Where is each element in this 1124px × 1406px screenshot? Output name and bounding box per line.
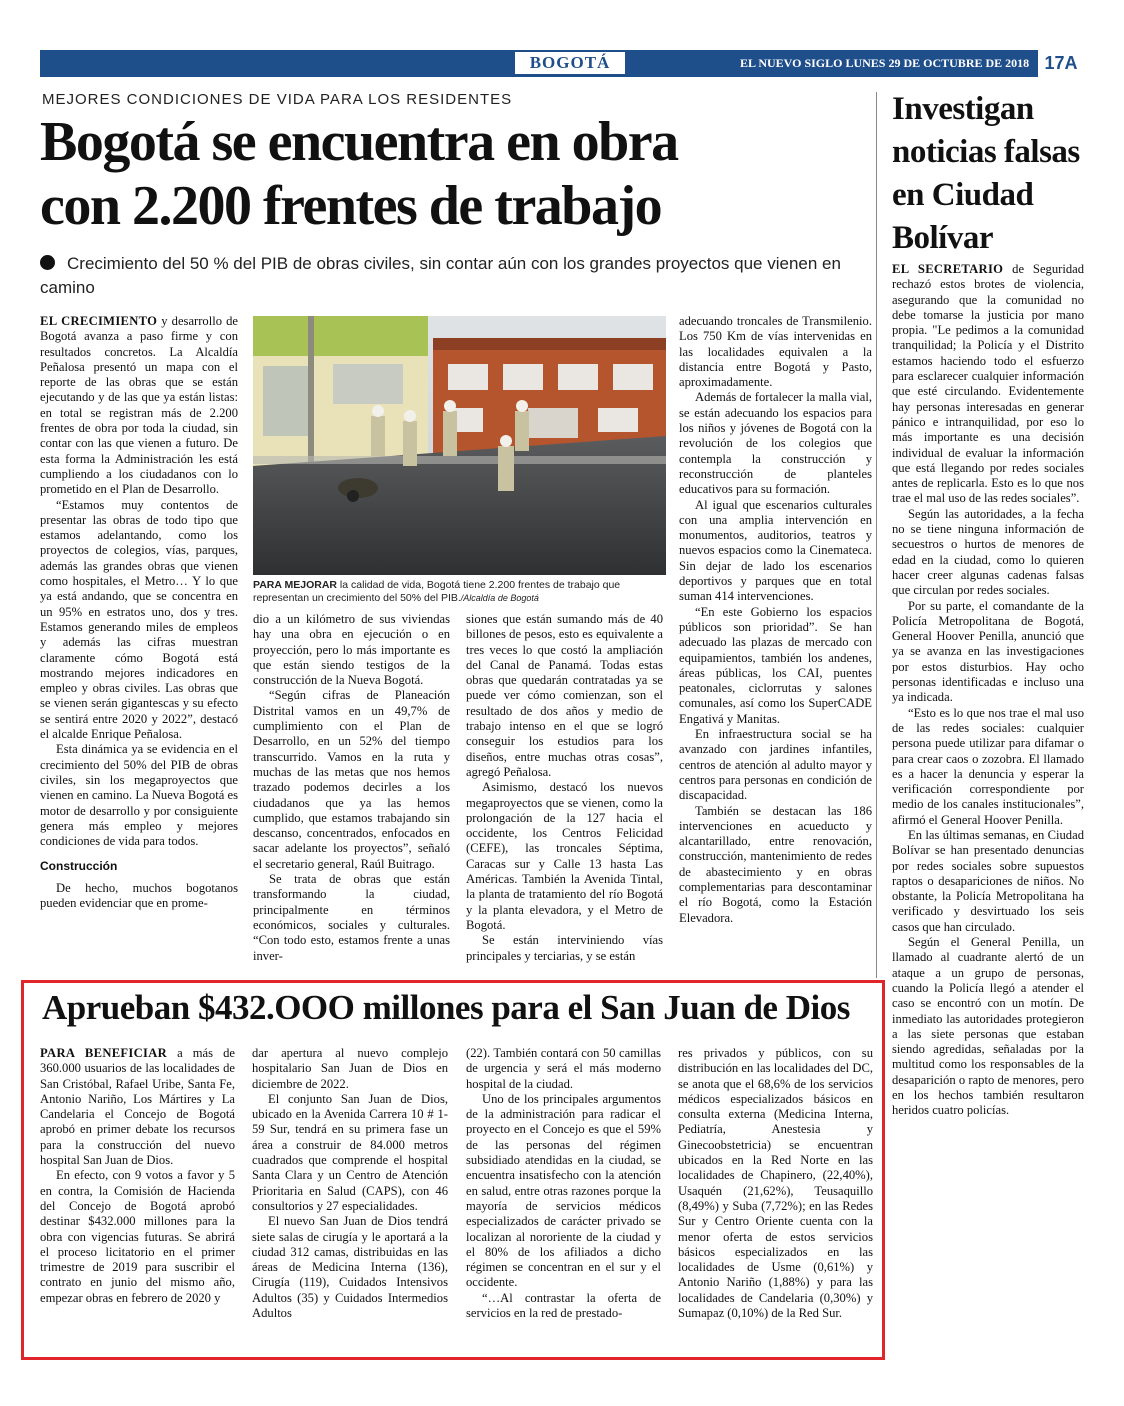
- photo-caption: PARA MEJORAR la calidad de vida, Bogotá tiene 2.200 frentes de trabajo que representan un crecimiento del 50% del PIB./Alcaldía de Bogotá: [253, 579, 621, 604]
- article-column-1: [40, 314, 238, 978]
- paragraph: Asimismo, destacó los nuevos megaproyectos que se vienen, como la prolongación de la 127 hacia el occidente, los Centros Felicidad (CEFE), las troncales Séptima, Caracas sur y Calle 13 hasta Las Américas. También la Avenida Tintal, la planta de tratamiento del río Bogotá y la planta elevadora, y el Metro de Bogotá.: [466, 780, 663, 932]
- bullet-icon: [40, 255, 55, 270]
- paragraph: Por su parte, el comandante de la Policía Metropolitana de Bogotá, General Hoover Penilla, anunció que ya se avanza en las investigaciones por estos disturbios. Hay ocho personas identificadas e incluso una ya indicada.: [892, 598, 1084, 705]
- paragraph: También se destacan las 186 intervenciones en acueducto y alcantarillado, entre renovación, construcción, mantenimiento de redes de abastecimiento y en obras complementarias para descontaminar el río Bogotá, como la Estación Elevadora.: [679, 803, 872, 925]
- caption-lead: PARA MEJORAR: [253, 579, 338, 591]
- boxed-article-headline: Aprueban $432.OOO millones para el San Juan de Dios: [42, 988, 850, 1027]
- boxed-column-2: [252, 1046, 448, 1352]
- paragraph: El nuevo San Juan de Dios tendrá siete salas de cirugía y le aportará a la ciudad 312 camas, distribuidas en las áreas de Medicina Interna (136), Cirugía (119), Cuidados Intensivos Adultos (35) y Cuidados Intermedios Adultos: [252, 1214, 448, 1321]
- issue-date-line: EL NUEVO SIGLO LUNES 29 DE OCTUBRE DE 2018: [740, 56, 1030, 70]
- article-headline: [40, 110, 860, 238]
- paragraph: El conjunto San Juan de Dios, ubicado en la Avenida Carrera 10 # 1-59 Sur, tendrá en su primera fase un área a construir de 84.000 metros cuadrados que comprende el hospital Santa Clara y un Centro de Atención Prioritaria en Salud (CAPS), con 46 consultorios y 27 especialidades.: [252, 1091, 448, 1213]
- paragraph: Según el General Penilla, un llamado al cuadrante alertó de un ataque a un grupo de personas, cuando la Policía llegó a atender el caso se encontró con un motín. De inmediato las autoridades protegieron a las siete personas que estaban siendo agredidas, señaladas por la multitud como los responsables de la desaparición o rapto de menores, pero en los hechos también resultaron heridos cuatro policías.: [892, 935, 1084, 1118]
- headline-line-2: con 2.200 frentes de trabajo: [40, 175, 662, 237]
- paragraph: En las últimas semanas, en Ciudad Bolívar se han presentado denuncias por redes sociales sobre supuestos raptos o desapariciones de niños. No obstante, la Policía Metropolitana ha verificado y desvirtuado los seis casos que han circulado.: [892, 827, 1084, 934]
- boxed-column-3: [466, 1046, 661, 1352]
- paragraph: Según las autoridades, a la fecha no se tiene ninguna información de secuestros o hurtos de menores de edad en la ciudad, como lo quieren hacer creer algunas cadenas falsas que circulan por redes sociales.: [892, 506, 1084, 598]
- lead-in: EL SECRETARIO: [892, 262, 1004, 276]
- paragraph: Al igual que escenarios culturales con una amplia intervención en monumentos, auditorios, teatros y nuevos espacios como la Cinemateca. Sin dejar de lado los escenarios deportivos y parques que en total suman 414 intervenciones.: [679, 497, 872, 604]
- paragraph: Se están interviniendo vías principales y terciarias, y se están: [466, 933, 663, 963]
- article-subheadline: [40, 252, 870, 300]
- paragraph: dio a un kilómetro de sus viviendas hay una obra en ejecución o en proyección, pero lo más importante es que están siendo testigos de la construcción de la Nueva Bogotá.: [253, 612, 450, 688]
- paragraph: Uno de los principales argumentos de la administración para radicar el proyecto en el Concejo es que el 59% de las personas del régimen subsidiado atendidas en la ciudad, se encuentra insatisfecho con la atención en salud, entre otras razones porque la mayoría de servicios médicos especializados de carácter privado se localizan al nororiente de la ciudad y el 80% de los afiliados a dicho régimen se concentran en el sur y el occidente.: [466, 1091, 661, 1290]
- paragraph: (22). También contará con 50 camillas de urgencia y será el más moderno hospital de la ciudad.: [466, 1046, 661, 1091]
- section-subheading: Construcción: [40, 859, 118, 874]
- paragraph: dar apertura al nuevo complejo hospitalario San Juan de Dios en diciembre de 2022.: [252, 1046, 448, 1091]
- paragraph: “Esto es lo que nos trae el mal uso de las redes sociales: cualquier persona puede utilizar para difamar o para crear caos o zozobra. El llamado es a hacer la denuncia y esperar la verificación correspondiente por medio de los canales institucionales”, afirmó el General Hoover Penilla.: [892, 705, 1084, 827]
- paragraph: “Estamos muy contentos de presentar las obras de todo tipo que estamos adelantando, como los proyectos de colegios, vías, parques, además las grandes obras que vienen como hospitales, el Metro… Y lo que ya está andando, que se concentra en un 95% en estratos uno, dos y tres. Estamos generando miles de empleos y además las cifras muestran claramente cómo Bogotá está mostrando mejores indicadores en empleo y obras civiles. Las obras que se vienen serán gigantescas y su efecto se sentirá entre 2020 y 2022”, destacó el alcalde Enrique Peñalosa.: [40, 497, 238, 742]
- paragraph: siones que están sumando más de 40 billones de pesos, esto es equivalente a tres veces lo que costó la ampliación del Canal de Panamá. Todas estas obras que quedarán contratadas ya se puede ver cómo comienzan, son el resultado de dos años y medio de trabajo intenso en el que se logró conseguir los estudios para los diseños, entre muchas otras cosas”, agregó Peñalosa.: [466, 612, 663, 779]
- headline-line-1: Bogotá se encuentra en obra: [40, 111, 678, 173]
- paragraph: EL SECRETARIO de Seguridad rechazó estos brotes de violencia, asegurando que la comunidad no debe tomarse la justicia por mano propia. "Le pedimos a la comunidad tranquilidad; la Policía y el Distrito estamos haciendo todo el esfuerzo para esclarecer cualquier información que esté circulando. Evidentemente hay personas interesadas en generar pánico e intranquilidad, por eso lo más importante es una decisión individual de evaluar la información que está llegando por redes sociales antes de replicarla. Esto es lo que nos trae el mal uso de las redes sociales”.: [892, 262, 1084, 506]
- boxed-column-1: [40, 1046, 235, 1352]
- sidebar-article-body: [892, 262, 1084, 1362]
- paragraph: De hecho, muchos bogotanos pueden evidenciar que en prome-: [40, 880, 238, 910]
- page-number: 17A: [1038, 50, 1084, 77]
- subheadline-text: Crecimiento del 50 % del PIB de obras civiles, sin contar aún con los grandes proyectos que vienen en camino: [40, 254, 841, 297]
- lead-in: PARA BENEFICIAR: [40, 1046, 167, 1060]
- article-column-2: [253, 612, 450, 978]
- section-header-bar: [40, 50, 1084, 77]
- paragraph: En efecto, con 9 votos a favor y 5 en contra, la Comisión de Hacienda del Concejo de Bogotá aprobó destinar $432.000 millones para la obra con vigencias futuras. Se abrirá el proceso licitatorio en el primer trimestre de 2019 para suscribir el contrato en junio del mismo año, empezar obras en febrero de 2020 y: [40, 1168, 235, 1305]
- paragraph: PARA BENEFICIAR a más de 360.000 usuarios de las localidades de San Cristóbal, Rafael Uribe, Santa Fe, Antonio Nariño, Los Mártires y La Candelaria el Concejo de Bogotá aprobó en primer debate los recursos para la construcción del nuevo hospital San Juan de Dios.: [40, 1046, 235, 1168]
- article-column-4: [679, 314, 872, 978]
- paragraph: “Según cifras de Planeación Distrital vamos en un 49,7% de cumplimiento con el Plan de Desarrollo, en un 52% del tiempo transcurrido. Vamos en la ruta y muchas de las metas que nos hemos trazado podemos decirles a los ciudadanos que ya las hemos cumplido, que estamos trabajando sin descanso, concentrados, enfocados en sacar adelante los proyectos”, señaló el secretario general, Raúl Buitrago.: [253, 688, 450, 871]
- paragraph: En infraestructura social se ha avanzado con jardines infantiles, centros de atención al adulto mayor y centros para personas en condición de discapacidad.: [679, 727, 872, 803]
- paragraph: res privados y públicos, con su distribución en las localidades del DC, se anota que el 68,6% de los servicios médicos especializados básicos en consulta externa (Medicina Interna, Pediatría, Anestesia y Ginecoobstetricia) se encuentran ubicados en la Red Norte en las localidades de Chapinero, (22,40%), Usaquén (21,62%), Teusaquillo (8,49%) y Suba (7,72%); en las Redes Sur y Centro Oriente cuenta con la menor oferta de estos servicios básicos especializados en las localidades de Usme (0,61%) y Antonio Nariño (1,88%) y para las localidades de Candelaria (0,30%) y Sumapaz (0,10%) de la Red Sur.: [678, 1046, 873, 1321]
- column-divider: [876, 92, 877, 978]
- boxed-column-4: [678, 1046, 873, 1352]
- paragraph: “En este Gobierno los espacios públicos son prioridad”. Se han adecuado las plazas de mercado con equipamientos, también los andenes, áreas públicas, los CAI, puentes peatonales, ciclorrutas y salones comunales, así como los SuperCADE Engativá y Manitas.: [679, 604, 872, 726]
- article-kicker: MEJORES CONDICIONES DE VIDA PARA LOS RESIDENTES: [42, 91, 513, 108]
- paragraph: Se trata de obras que están transformando la ciudad, principalmente en términos económicos, sociales y culturales. “Con todo esto, estamos frente a unas inver-: [253, 872, 450, 963]
- sidebar-headline: Investigan noticias falsas en Ciudad Bolívar: [892, 91, 1080, 256]
- construction-photo: [253, 316, 666, 575]
- paragraph: Además de fortalecer la malla vial, se están adecuando los espacios para los niños y jóvenes de Bogotá con la revolución de los colegios que contempla la construcción y reconstrucción de planteles educativos para su formación.: [679, 390, 872, 497]
- article-column-3: [466, 612, 663, 978]
- paragraph: Esta dinámica ya se evidencia en el crecimiento del 50% del PIB de obras civiles, sin los megaproyectos que vienen en camino. La Nueva Bogotá es motor de desarrollo y por consiguiente genera más empleo y mejores condiciones de vida para todos.: [40, 742, 238, 849]
- photo-credit: /Alcaldía de Bogotá: [460, 593, 539, 603]
- paragraph: EL CRECIMIENTO y desarrollo de Bogotá avanza a paso firme y con resultados concretos. La Alcaldía Peñalosa presentó un mapa con el reporte de las obras que se están ejecutando y de las que ya están listas: en total se registran más de 2.200 frentes de obra por toda la ciudad, sin contar con las que vienen a futuro. De esta forma la Administración les está cumpliendo a los ciudadanos con lo prometido en el Plan de Desarrollo.: [40, 314, 238, 497]
- section-label: BOGOTÁ: [515, 52, 625, 74]
- lead-in: EL CRECIMIENTO: [40, 314, 158, 328]
- paragraph: “…Al contrastar la oferta de servicios en la red de prestado-: [466, 1290, 661, 1321]
- paragraph: adecuando troncales de Transmilenio. Los 750 Km de vías intervenidas en las localidades equivalen a la distancia entre Bogotá y Pasto, aproximadamente.: [679, 314, 872, 390]
- street-construction-image: [253, 316, 666, 575]
